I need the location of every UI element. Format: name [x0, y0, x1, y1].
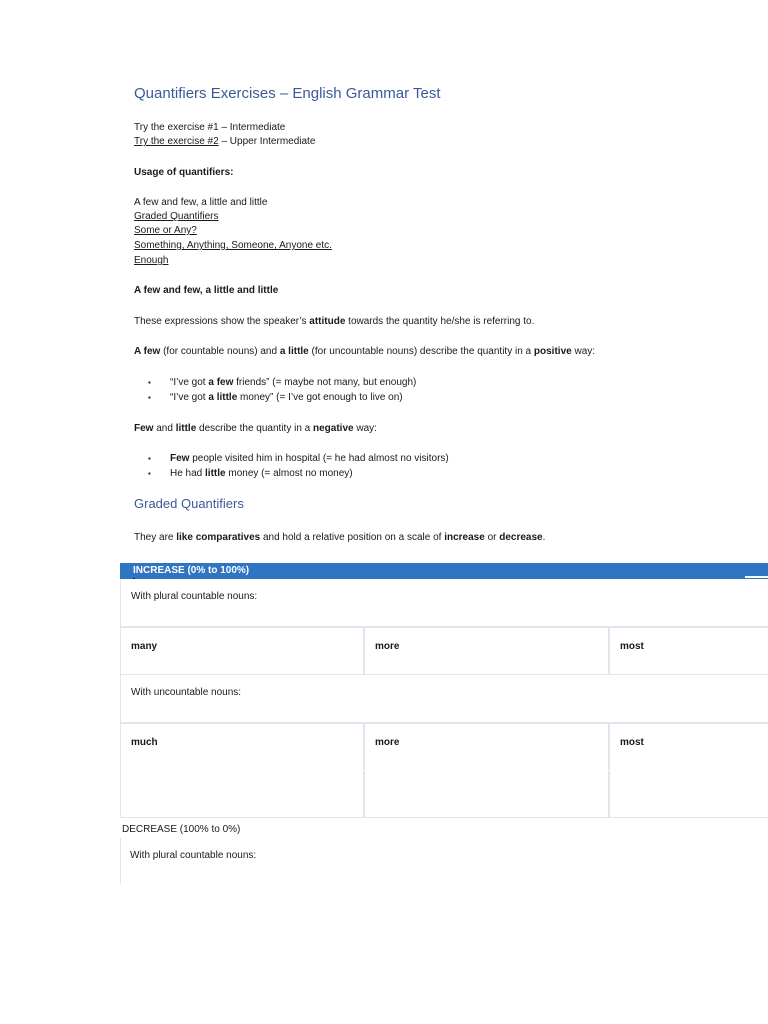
bullet-icon: ▪	[148, 378, 151, 387]
text-run: .	[542, 532, 546, 543]
text-run: and hold a relative position on a scale of	[260, 532, 445, 543]
text-run: “I’ve got	[170, 392, 209, 403]
section1-paragraph-negative	[134, 422, 377, 435]
section2-paragraph	[134, 531, 545, 544]
usage-link-graded[interactable]: Graded Quantifiers	[134, 211, 219, 222]
text-run-bold: like comparatives	[176, 532, 261, 543]
cell-text-most-2: most	[620, 737, 644, 748]
text-run: money (= almost no money)	[225, 468, 353, 479]
text-run-bold: decrease	[499, 532, 543, 543]
table-left-border	[120, 838, 121, 884]
text-run-bold: negative	[313, 423, 354, 434]
text-run-bold: Few	[134, 423, 154, 434]
table-cell-more	[364, 627, 609, 675]
text-run: He had	[170, 468, 206, 479]
exercise-1-line	[134, 121, 285, 134]
text-run: (for countable nouns) and	[160, 346, 280, 357]
exercise-2-line	[134, 135, 315, 148]
text-run-bold: attitude	[309, 316, 346, 327]
table-row-plural-label	[120, 579, 768, 627]
text-run: These expressions show the speaker’s	[134, 316, 310, 327]
exercise-1-text: Try the exercise #1 – Intermediate	[134, 122, 286, 133]
table-cell-most	[609, 627, 768, 675]
exercise-2-link[interactable]: Try the exercise #2	[134, 136, 219, 147]
section1-paragraph-attitude	[134, 315, 534, 328]
cell-text-much: much	[131, 737, 158, 748]
bullet-item-few	[170, 452, 449, 465]
usage-link-enough[interactable]: Enough	[134, 255, 169, 266]
text-run: and	[153, 423, 176, 434]
text-run: money” (= I’ve got enough to live on)	[237, 392, 403, 403]
plural-nouns-label-2: With plural countable nouns:	[130, 850, 257, 861]
exercise-2-suffix: – Upper Intermediate	[218, 136, 316, 147]
decrease-header-label: DECREASE (100% to 0%)	[122, 824, 241, 835]
text-run-bold: A few	[134, 346, 161, 357]
text-run: towards the quantity he/she is referring to.	[345, 316, 535, 327]
text-run-bold: a little	[279, 346, 309, 357]
uncountable-nouns-label: With uncountable nouns:	[131, 687, 242, 698]
bullet-item-a-few	[170, 376, 416, 389]
usage-link-some-any[interactable]: Some or Any?	[134, 225, 197, 236]
text-run: They are	[134, 532, 177, 543]
usage-item-few-little: A few and few, a little and little	[134, 197, 268, 208]
page-title: Quantifiers Exercises – English Grammar Test	[134, 85, 441, 102]
text-run: people visited him in hospital (= he had almost no visitors)	[189, 453, 449, 464]
usage-link-something[interactable]: Something, Anything, Someone, Anyone etc.	[134, 240, 332, 251]
text-run-bold: a little	[208, 392, 238, 403]
bullet-icon: ▪	[148, 454, 151, 463]
text-run: (for uncountable nouns) describe the quantity in a	[308, 346, 534, 357]
bullet-icon: ▪	[148, 393, 151, 402]
bullet-item-little	[170, 467, 353, 480]
text-run: way:	[353, 423, 377, 434]
header-end-mark	[745, 576, 768, 578]
plural-nouns-label: With plural countable nouns:	[131, 591, 258, 602]
text-run: friends” (= maybe not many, but enough)	[233, 377, 417, 388]
table-cell-many	[120, 627, 364, 675]
table-row-uncountable-label	[120, 675, 768, 723]
bullet-icon: ▪	[148, 469, 151, 478]
text-run-bold: positive	[533, 346, 572, 357]
usage-heading: Usage of quantifiers:	[134, 167, 234, 178]
section2-heading: Graded Quantifiers	[134, 496, 244, 511]
cell-text-more-2: more	[375, 737, 400, 748]
text-run: describe the quantity in a	[196, 423, 314, 434]
cell-text-most: most	[620, 641, 644, 652]
text-run-bold: Few	[170, 453, 190, 464]
text-run-bold: little	[205, 468, 226, 479]
cell-text-more: more	[375, 641, 400, 652]
section1-paragraph-positive	[134, 345, 595, 358]
row-separator-mask	[121, 770, 768, 771]
text-run-bold: a few	[208, 377, 234, 388]
increase-header-label: INCREASE (0% to 100%)	[133, 565, 250, 576]
text-run: or	[484, 532, 500, 543]
bullet-item-a-little	[170, 391, 403, 404]
text-run: way:	[571, 346, 596, 357]
text-run-bold: increase	[444, 532, 485, 543]
cell-text-many: many	[131, 641, 158, 652]
text-run: “I’ve got	[170, 377, 209, 388]
section1-heading: A few and few, a little and little	[134, 285, 279, 296]
text-run-bold: little	[175, 423, 197, 434]
